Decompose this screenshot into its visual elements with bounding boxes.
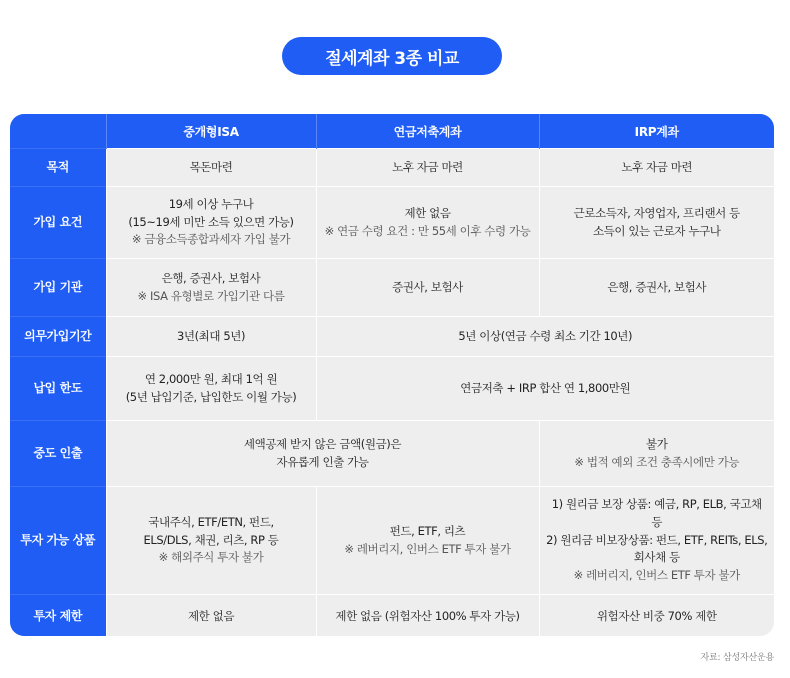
cell-products-isa xyxy=(106,487,316,595)
header-isa: 중개형ISA xyxy=(106,114,316,149)
row-institution xyxy=(10,259,774,317)
eligibility-isa-line2: (15~19세 미만 소득 있으면 가능) xyxy=(128,214,294,229)
products-irp-line1: 1) 원리금 보장 상품: 예금, RP, ELB, 국고채 등 xyxy=(551,496,762,529)
eligibility-isa-note: ※ 금융소득종합과세자 가입 불가 xyxy=(131,232,291,247)
row-label-limit: 납입 한도 xyxy=(10,357,106,421)
products-irp-line3: 회사채 등 xyxy=(633,550,680,565)
withdrawal-irp-note: ※ 법적 예외 조건 충족시에만 가능 xyxy=(574,454,740,469)
page-title: 절세계좌 3종 비교 xyxy=(282,37,502,75)
products-isa-note: ※ 해외주식 투자 불가 xyxy=(158,550,264,565)
header-row xyxy=(10,114,774,149)
comparison-table xyxy=(10,114,774,636)
cell-withdrawal-isa-pension xyxy=(106,421,539,487)
cell-restriction-irp: 위험자산 비중 70% 제한 xyxy=(539,595,774,637)
withdrawal-irp-line1: 불가 xyxy=(646,436,668,451)
products-pension-note: ※ 레버리지, 인버스 ETF 투자 불가 xyxy=(344,541,511,556)
cell-purpose-pension: 노후 자금 마련 xyxy=(316,149,539,187)
header-pension: 연금저축계좌 xyxy=(316,114,539,149)
cell-limit-isa xyxy=(106,357,316,421)
row-withdrawal xyxy=(10,421,774,487)
cell-mandatory-period-isa: 3년(최대 5년) xyxy=(106,317,316,357)
row-purpose xyxy=(10,149,774,187)
source-note: 자료: 삼성자산운용 xyxy=(700,653,774,663)
cell-institution-pension: 증권사, 보험사 xyxy=(316,259,539,317)
cell-products-irp xyxy=(539,487,774,595)
header-irp: IRP계좌 xyxy=(539,114,774,149)
eligibility-isa-line1: 19세 이상 누구나 xyxy=(168,196,254,211)
cell-purpose-irp: 노후 자금 마련 xyxy=(539,149,774,187)
cell-products-pension xyxy=(316,487,539,595)
cell-eligibility-isa xyxy=(106,187,316,259)
cell-limit-pension-irp: 연금저축 + IRP 합산 연 1,800만원 xyxy=(316,357,774,421)
row-label-withdrawal: 중도 인출 xyxy=(10,421,106,487)
cell-restriction-isa: 제한 없음 xyxy=(106,595,316,637)
row-label-eligibility: 가입 요건 xyxy=(10,187,106,259)
cell-restriction-pension: 제한 없음 (위험자산 100% 투자 가능) xyxy=(316,595,539,637)
cell-eligibility-pension xyxy=(316,187,539,259)
row-label-mandatory-period: 의무가입기간 xyxy=(10,317,106,357)
row-label-products: 투자 가능 상품 xyxy=(10,487,106,595)
comparison-table-wrapper xyxy=(10,114,774,636)
row-eligibility xyxy=(10,187,774,259)
cell-institution-irp: 은행, 증권사, 보험사 xyxy=(539,259,774,317)
header-corner xyxy=(10,114,106,149)
institution-isa-note: ※ ISA 유형별로 가입기관 다름 xyxy=(137,288,285,303)
limit-isa-line1: 연 2,000만 원, 최대 1억 원 xyxy=(144,371,278,386)
eligibility-pension-line1: 제한 없음 xyxy=(404,205,451,220)
products-irp-note: ※ 레버리지, 인버스 ETF 투자 불가 xyxy=(573,568,740,583)
row-mandatory-period xyxy=(10,317,774,357)
row-label-institution: 가입 기관 xyxy=(10,259,106,317)
cell-mandatory-period-pension-irp: 5년 이상(연금 수령 최소 기간 10년) xyxy=(316,317,774,357)
products-isa-line1: 국내주식, ETF/ETN, 펀드, xyxy=(148,514,274,529)
limit-isa-line2: (5년 납입기준, 납입한도 이월 가능) xyxy=(125,389,297,404)
institution-isa-line1: 은행, 증권사, 보험사 xyxy=(161,270,261,285)
withdrawal-isa-pension-line2: 자유롭게 인출 가능 xyxy=(276,454,369,469)
row-label-purpose: 목적 xyxy=(10,149,106,187)
products-pension-line1: 펀드, ETF, 리츠 xyxy=(389,523,466,538)
row-label-restriction: 투자 제한 xyxy=(10,595,106,637)
eligibility-irp-line2: 소득이 있는 근로자 누구나 xyxy=(592,223,721,238)
products-isa-line2: ELS/DLS, 채권, 리츠, RP 등 xyxy=(143,532,279,547)
row-products xyxy=(10,487,774,595)
cell-institution-isa xyxy=(106,259,316,317)
cell-eligibility-irp xyxy=(539,187,774,259)
row-restriction xyxy=(10,595,774,637)
eligibility-pension-note: ※ 연금 수령 요건 : 만 55세 이후 수령 가능 xyxy=(324,223,531,238)
cell-purpose-isa: 목돈마련 xyxy=(106,149,316,187)
eligibility-irp-line1: 근로소득자, 자영업자, 프리랜서 등 xyxy=(573,205,740,220)
withdrawal-isa-pension-line1: 세액공제 받지 않은 금액(원금)은 xyxy=(243,436,402,451)
cell-withdrawal-irp xyxy=(539,421,774,487)
products-irp-line2: 2) 원리금 비보장상품: 펀드, ETF, REITs, ELS, xyxy=(546,532,768,547)
row-limit xyxy=(10,357,774,421)
